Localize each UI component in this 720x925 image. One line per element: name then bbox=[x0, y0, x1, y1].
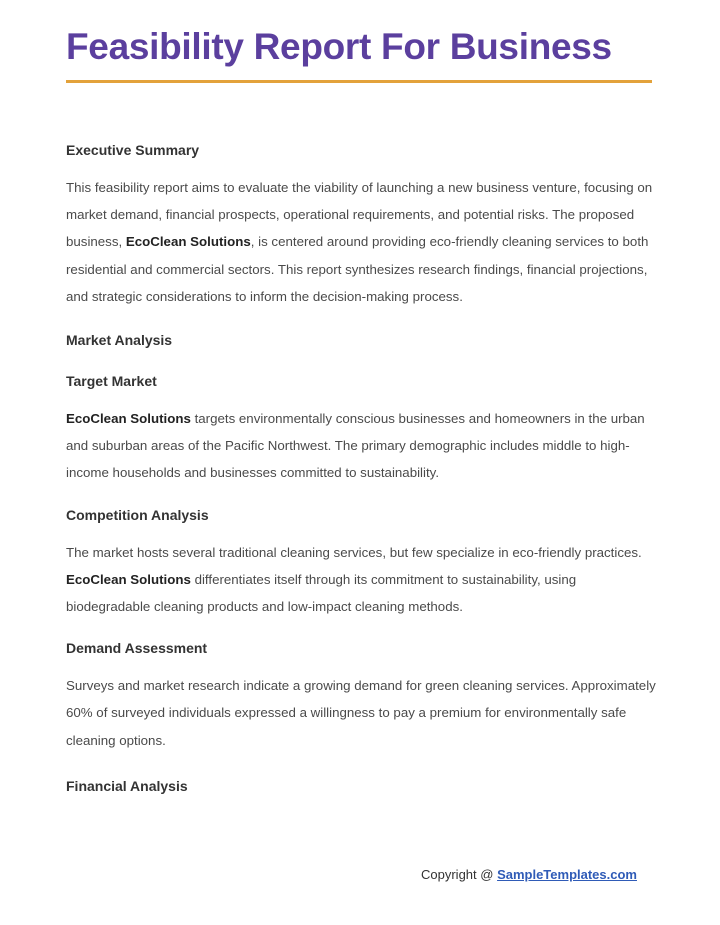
financial-analysis-heading: Financial Analysis bbox=[66, 777, 188, 794]
target-market-company-name: EcoClean Solutions bbox=[66, 411, 191, 427]
report-body bbox=[66, 140, 656, 796]
target-market-text-body: targets environmentally conscious businesses and homeowners in the urban and suburban areas of the Pacific Northwest. The primary demographic includes middle to high-income households and businesses committed to sustainability. bbox=[66, 411, 645, 481]
demand-assessment-heading: Demand Assessment bbox=[66, 640, 208, 657]
competition-analysis-company-name: EcoClean Solutions bbox=[66, 571, 191, 587]
copyright-prefix: Copyright @ bbox=[421, 867, 498, 882]
competition-analysis-text bbox=[66, 539, 656, 621]
copyright-footer bbox=[421, 867, 637, 882]
page-title: Feasibility Report For Business bbox=[66, 26, 612, 67]
competition-analysis-heading: Competition Analysis bbox=[66, 506, 209, 523]
market-analysis-heading: Market Analysis bbox=[66, 332, 173, 349]
executive-summary-company-name: EcoClean Solutions bbox=[125, 234, 251, 250]
sampletemplates-link[interactable]: SampleTemplates.com bbox=[497, 867, 637, 882]
executive-summary-text-part2: , is centered around providing eco-friendly cleaning services to both residential and commercial sectors. This report synthesizes research findings, financial projections, and strategic considerations to inform the decision-making process. bbox=[66, 234, 649, 304]
title-divider bbox=[66, 80, 652, 83]
demand-assessment-text: Surveys and market research indicate a growing demand for green cleaning services. Approximately 60% of surveyed individuals expressed a willingness to pay a premium for environmentally safe cleaning options. bbox=[66, 678, 656, 748]
executive-summary-text-part1: This feasibility report aims to evaluate the viability of launching a new business venture, focusing on market demand, financial prospects, operational requirements, and potential risks. The proposed business, bbox=[66, 180, 653, 250]
competition-analysis-text-part2: differentiates itself through its commitment to sustainability, using biodegradable cleaning products and low-impact cleaning methods. bbox=[66, 571, 577, 615]
competition-analysis-text-part1: The market hosts several traditional cleaning services, but few specialize in eco-friendly practices. bbox=[66, 544, 642, 560]
target-market-text bbox=[66, 405, 656, 487]
executive-summary-text bbox=[66, 174, 656, 310]
executive-summary-heading: Executive Summary bbox=[66, 142, 200, 158]
target-market-heading: Target Market bbox=[66, 373, 157, 390]
